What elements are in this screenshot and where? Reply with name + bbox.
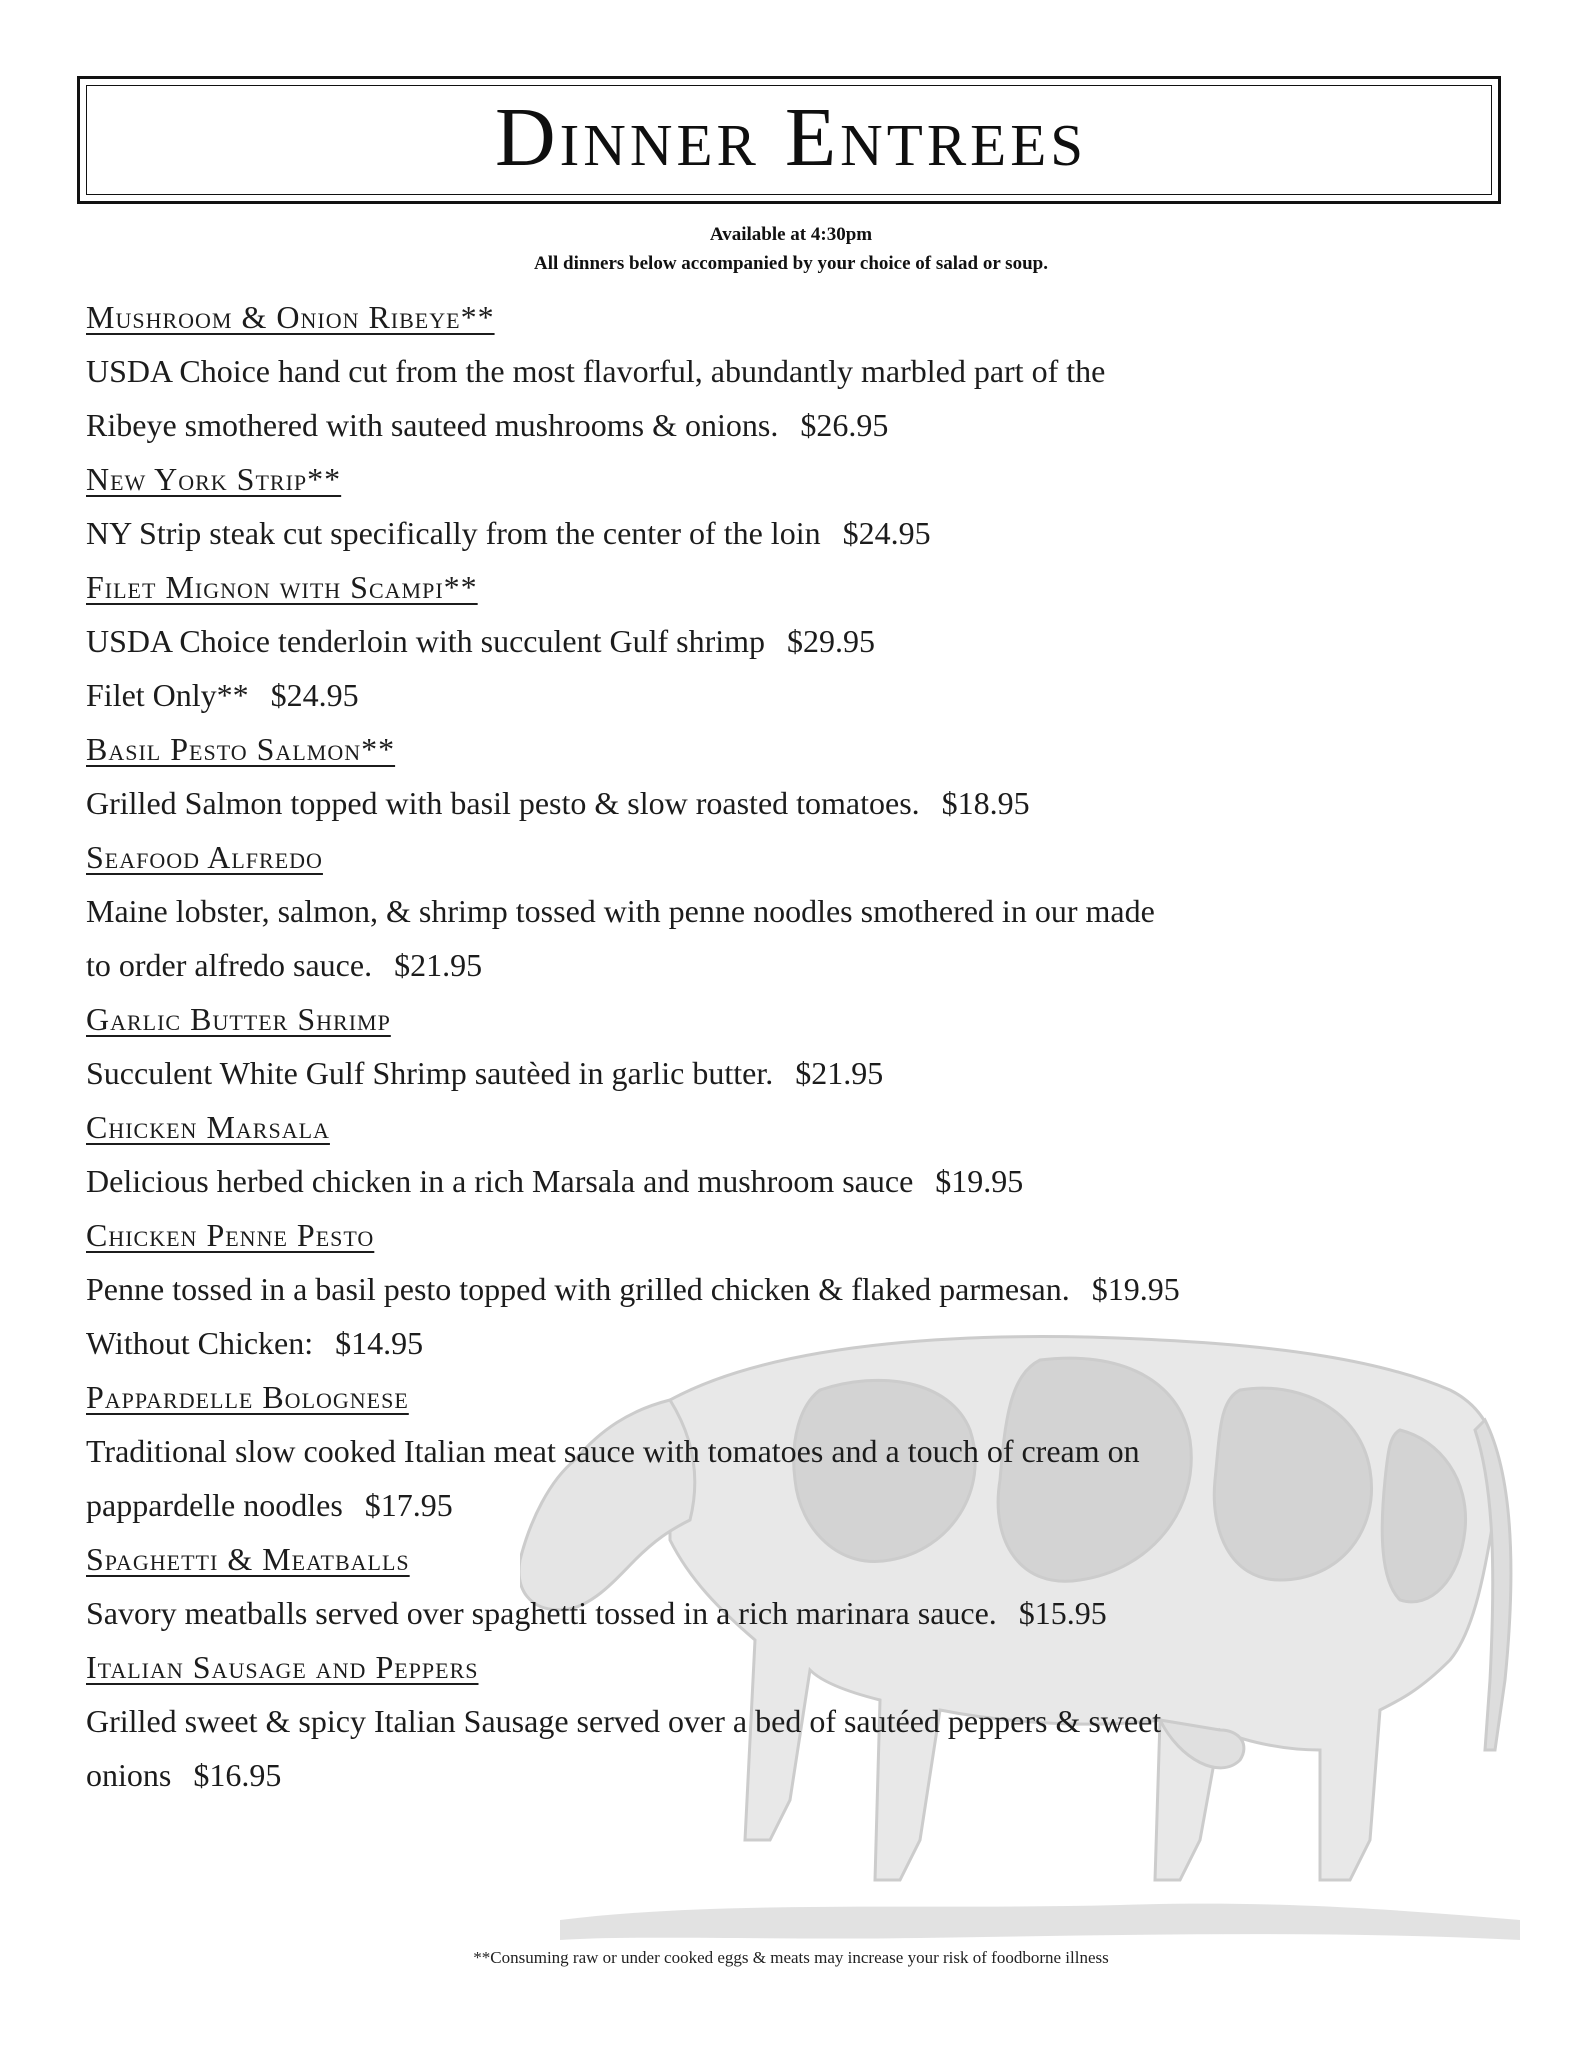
menu-item-description (86, 938, 1506, 992)
description-text: Delicious herbed chicken in a rich Marsala and mushroom sauce (86, 1163, 914, 1199)
header-notes (0, 220, 1582, 278)
menu-item-heading (86, 722, 1506, 776)
menu-item-description (86, 614, 1506, 668)
menu-item-price: $29.95 (787, 623, 876, 659)
entree-list (86, 290, 1506, 1802)
menu-item-description (86, 398, 1506, 452)
menu-item-price: $18.95 (941, 785, 1030, 821)
description-text: Savory meatballs served over spaghetti tossed in a rich marinara sauce. (86, 1595, 997, 1631)
description-text: Filet Only** (86, 677, 249, 713)
menu-item-price: $14.95 (335, 1325, 424, 1361)
menu-item-description (86, 506, 1506, 560)
menu-item-name: Pappardelle Bolognese (86, 1379, 409, 1415)
description-text: Grilled sweet & spicy Italian Sausage served over a bed of sautéed peppers & sweet (86, 1703, 1162, 1739)
menu-item-price: $17.95 (364, 1487, 453, 1523)
menu-item-heading (86, 830, 1506, 884)
menu-item-name: Chicken Marsala (86, 1109, 330, 1145)
menu-item-name: Spaghetti & Meatballs (86, 1541, 410, 1577)
menu-item-heading (86, 1640, 1506, 1694)
menu-item-heading (86, 992, 1506, 1046)
menu-item-heading (86, 452, 1506, 506)
menu-item-heading (86, 1208, 1506, 1262)
menu-item-description (86, 776, 1506, 830)
description-text: USDA Choice tenderloin with succulent Gulf shrimp (86, 623, 766, 659)
menu-item-description (86, 1586, 1506, 1640)
menu-item-name: New York Strip** (86, 461, 342, 497)
menu-item-name: Chicken Penne Pesto (86, 1217, 375, 1253)
description-text: pappardelle noodles (86, 1487, 343, 1523)
menu-item-price: $21.95 (795, 1055, 884, 1091)
description-text: Penne tossed in a basil pesto topped with grilled chicken & flaked parmesan. (86, 1271, 1070, 1307)
description-text: Succulent White Gulf Shrimp sautèed in garlic butter. (86, 1055, 774, 1091)
menu-item-name: Seafood Alfredo (86, 839, 323, 875)
menu-item-description (86, 1316, 1506, 1370)
menu-item-price: $24.95 (842, 515, 931, 551)
description-text: NY Strip steak cut specifically from the center of the loin (86, 515, 821, 551)
menu-item-heading (86, 290, 1506, 344)
menu-item-price: $19.95 (1091, 1271, 1180, 1307)
description-text: to order alfredo sauce. (86, 947, 373, 983)
menu-item-price: $15.95 (1018, 1595, 1107, 1631)
page-title: Dinner Entrees (494, 91, 1088, 184)
foodborne-disclaimer: **Consuming raw or under cooked eggs & meats may increase your risk of foodborne illness (473, 1948, 1109, 1967)
description-text: onions (86, 1757, 172, 1793)
menu-item-name: Basil Pesto Salmon** (86, 731, 396, 767)
menu-item-name: Mushroom & Onion Ribeye** (86, 299, 495, 335)
menu-item-price: $19.95 (935, 1163, 1024, 1199)
menu-item-heading (86, 560, 1506, 614)
availability-note: Available at 4:30pm (709, 224, 873, 245)
menu-item-description (86, 1262, 1506, 1316)
menu-item-description (86, 1424, 1506, 1478)
menu-item-price: $16.95 (193, 1757, 282, 1793)
menu-item-description (86, 1748, 1506, 1802)
description-text: Traditional slow cooked Italian meat sauce with tomatoes and a touch of cream on (86, 1433, 1140, 1469)
accompaniment-note: All dinners below accompanied by your choice of salad or soup. (534, 253, 1048, 274)
menu-item-heading (86, 1532, 1506, 1586)
menu-item-description (86, 1694, 1506, 1748)
description-text: Ribeye smothered with sauteed mushrooms & onions. (86, 407, 779, 443)
menu-item-name: Garlic Butter Shrimp (86, 1001, 391, 1037)
menu-item-description (86, 1478, 1506, 1532)
menu-item-price: $24.95 (270, 677, 359, 713)
menu-item-heading (86, 1370, 1506, 1424)
menu-item-description (86, 1046, 1506, 1100)
menu-item-description (86, 668, 1506, 722)
menu-item-description (86, 884, 1506, 938)
menu-item-heading (86, 1100, 1506, 1154)
description-text: Without Chicken: (86, 1325, 314, 1361)
menu-item-price: $26.95 (800, 407, 889, 443)
description-text: USDA Choice hand cut from the most flavorful, abundantly marbled part of the (86, 353, 1106, 389)
menu-item-price: $21.95 (394, 947, 483, 983)
menu-item-description (86, 344, 1506, 398)
menu-item-name: Filet Mignon with Scampi** (86, 569, 478, 605)
description-text: Maine lobster, salmon, & shrimp tossed with penne noodles smothered in our made (86, 893, 1155, 929)
menu-item-name: Italian Sausage and Peppers (86, 1649, 479, 1685)
description-text: Grilled Salmon topped with basil pesto & slow roasted tomatoes. (86, 785, 920, 821)
menu-item-description (86, 1154, 1506, 1208)
